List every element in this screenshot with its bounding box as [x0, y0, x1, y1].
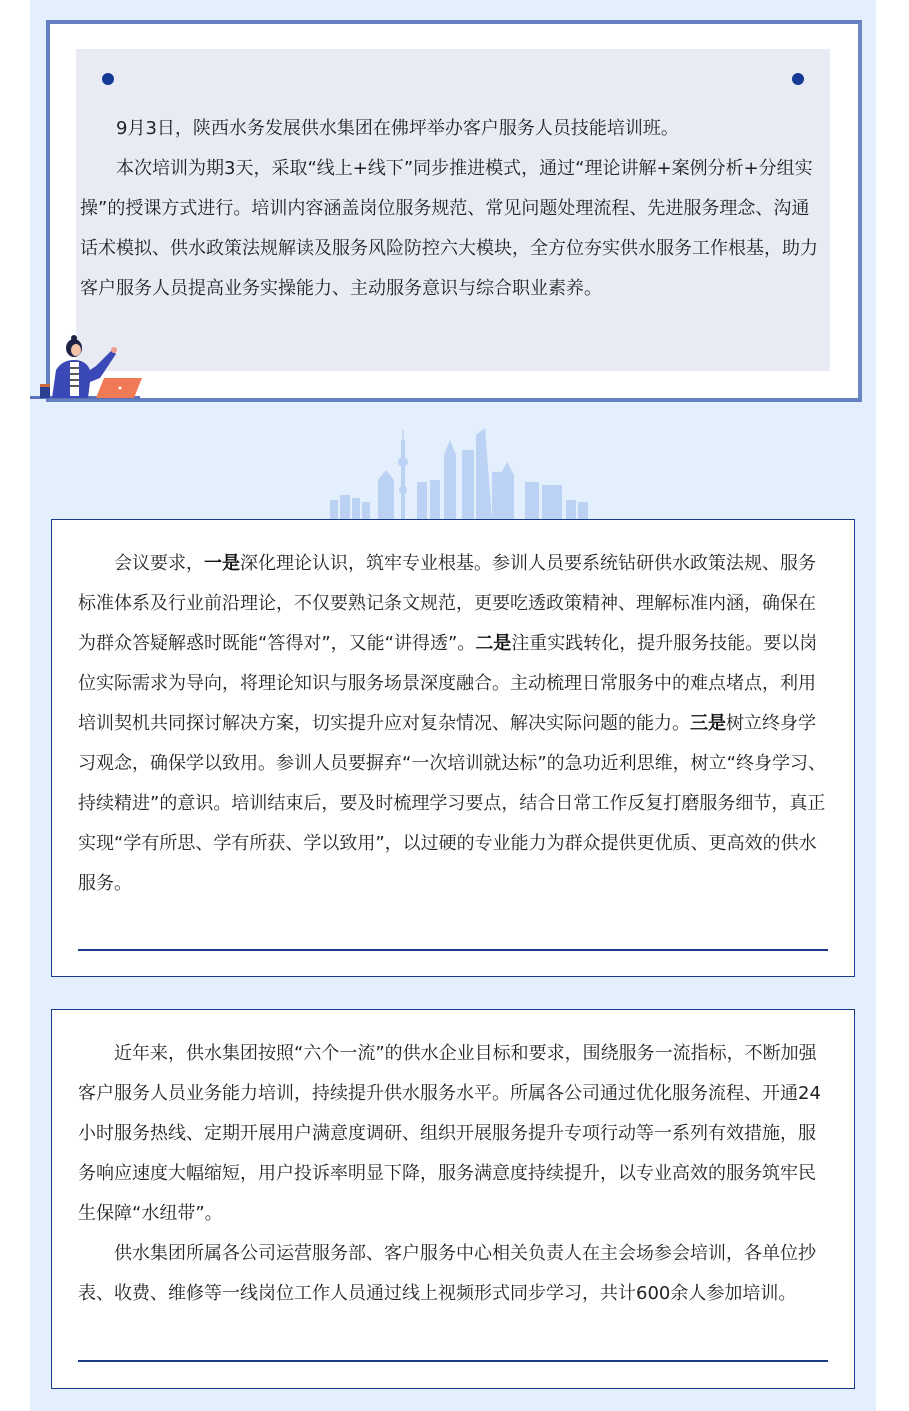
city-skyline-illustration-icon [320, 410, 620, 520]
requirements-text [78, 544, 830, 904]
bullet-dot-icon [102, 73, 114, 85]
progress-paragraph: 近年来，供水集团按照“六个一流”的供水企业目标和要求，围绕服务一流指标，不断加强客户服务人员业务能力培训，持续提升供水服务水平。所属各公司通过优化服务流程、开通24小时服务热线、定期开展用户满意度调研、组织开展服务提升专项行动等一系列有效措施，服务响应速度大幅缩短，用户投诉率明显下降，服务满意度持续提升，以专业高效的服务筑牢民生保障“水纽带”。 [78, 1043, 821, 1224]
intro-card-inner [76, 49, 830, 371]
point-two-label: 二是 [475, 633, 512, 654]
progress-text [78, 1034, 830, 1314]
requirements-paragraph [78, 544, 830, 904]
intro-card [46, 20, 862, 402]
intro-text [80, 109, 826, 309]
text-segment: 注重实践转化，提升服务技能。要以岗位实际需求为导向，将理论知识与服务场景深度融合。主动梳理日常服务中的难点堵点，利用培训契机共同探讨解决方案，切实提升应对复杂情况、解决实际问题的能力。 [78, 633, 818, 734]
requirements-card [51, 519, 855, 977]
point-one-label: 一是 [204, 553, 240, 574]
intro-paragraph: 9月3日，陕西水务发展供水集团在佛坪举办客户服务人员技能培训班。 [116, 118, 679, 139]
text-segment: 树立终身学习观念，确保学以致用。参训人员要摒弃“一次培训就达标”的急功近利思维，树立“终身学习、持续精进”的意识。培训结束后，要及时梳理学习要点，结合日常工作反复打磨服务细节，真正实现“学有所思、学有所获、学以致用”，以过硬的专业能力为群众提供更优质、更高效的供水服务。 [78, 713, 826, 894]
bullet-dot-icon [792, 73, 804, 85]
intro-paragraph: 本次培训为期3天，采取“线上+线下”同步推进模式，通过“理论讲解+案例分析+分组实操”的授课方式进行。培训内容涵盖岗位服务规范、常见问题处理流程、先进服务理念、沟通话术模拟、供水政策法规解读及服务风险防控六大模块，全方位夯实供水服务工作根基，助力客户服务人员提高业务实操能力、主动服务意识与综合职业素养。 [80, 158, 818, 299]
progress-paragraph: 供水集团所属各公司运营服务部、客户服务中心相关负责人在主会场参会培训，各单位抄表、收费、维修等一线岗位工作人员通过线上视频形式同步学习，共计600余人参加培训。 [78, 1243, 816, 1304]
woman-with-laptop-illustration-icon [30, 330, 150, 402]
point-three-label: 三是 [690, 713, 726, 734]
text-segment: 深化理论认识，筑牢专业根基。参训人员要系统钻研供水政策法规、服务标准体系及行业前沿理论，不仅要熟记条文规范，更要吃透政策精神、理解标准内涵，确保在为群众答疑解惑时既能“答得对”，又能“讲得透”。 [78, 553, 816, 654]
text-segment: 会议要求， [114, 553, 204, 574]
progress-card [51, 1009, 855, 1389]
divider-line [78, 1360, 828, 1362]
divider-line [78, 949, 828, 951]
